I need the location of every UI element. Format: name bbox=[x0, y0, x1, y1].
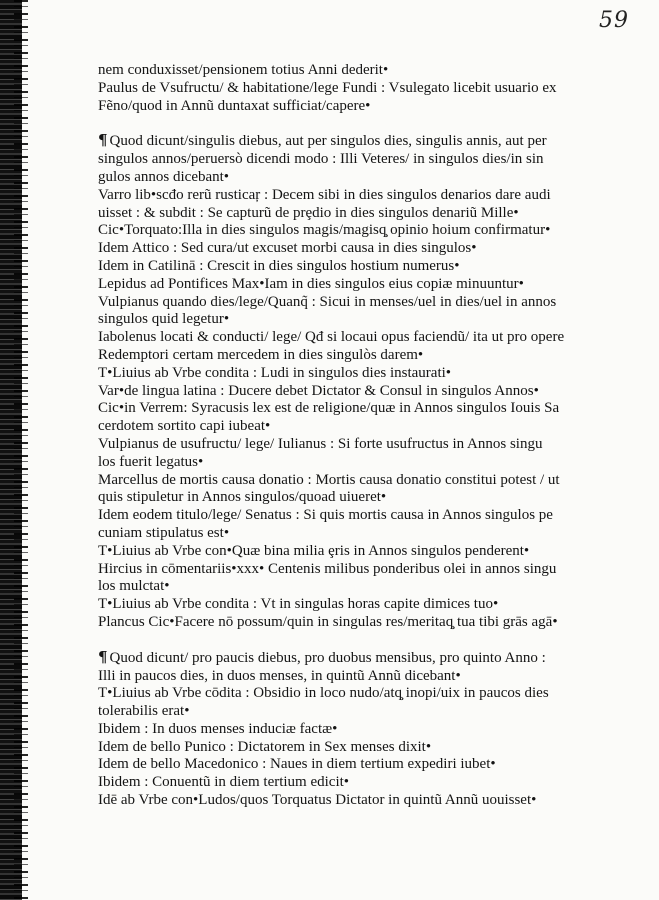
paragraph-3 bbox=[98, 649, 598, 810]
paragraph-1 bbox=[98, 62, 598, 115]
text-line: Illi in paucos dies, in duos menses, in quintũ Annũ dicebant• bbox=[98, 667, 461, 684]
text-line bbox=[98, 132, 598, 151]
text-line: Idem eodem titulo/lege/ Senatus : Si quis mortis causa in Annos singulos pe bbox=[98, 507, 553, 524]
text-line: quis stipuletur in Annos singulos/quoad uiueret• bbox=[98, 489, 387, 506]
text-line: cuniam stipulatus est• bbox=[98, 524, 230, 541]
text-line bbox=[98, 649, 598, 668]
text-line: Cic•Torquato:Illa in dies singulos magis/magisq̧ opinio hoium confirmatur• bbox=[98, 222, 551, 239]
text-line: Vulpianus de usufructu/ lege/ Iulianus : Si forte usufructus in Annos singu bbox=[98, 435, 543, 452]
text-line: Idem de bello Macedonico : Naues in diem tertium expediri iubet• bbox=[98, 756, 496, 773]
scan-border bbox=[0, 0, 22, 900]
text-line: T•Liuius ab Vrbe condita : Ludi in singulos dies instaurati• bbox=[98, 364, 452, 381]
text-line: singulos annos/peruersò dicendi modo : Illi Veteres/ in singulos dies/in sin bbox=[98, 151, 544, 168]
text-line: Idem in Catilinā : Crescit in dies singulos hostium numerus• bbox=[98, 257, 460, 274]
text-column bbox=[98, 62, 598, 810]
pilcrow-mark: ¶ bbox=[98, 132, 108, 150]
text-line: Fẽno/quod in Annũ duntaxat sufficiat/capere• bbox=[98, 97, 371, 114]
text-line: gulos annos dicebant• bbox=[98, 168, 230, 185]
text-line: Cic•in Verrem: Syracusis lex est de religione/quæ in Annos singulos Iouis Sa bbox=[98, 400, 560, 417]
text-line: Plancus Cic•Facere nō possum/quin in singulas res/meritaq̧ tua tibi grās agā• bbox=[98, 613, 558, 630]
text-line: nem conduxisset/pensionem totius Anni dederit• bbox=[98, 62, 389, 78]
text-line: cerdotem sortito capi iubeat• bbox=[98, 418, 271, 435]
text-line: Marcellus de mortis causa donatio : Mortis causa donatio constitui potest / ut bbox=[98, 471, 560, 488]
text-line: Vulpianus quando dies/lege/Quanq̃ : Sicui in menses/uel in dies/uel in annos bbox=[98, 293, 557, 310]
text-line: los mulctat• bbox=[98, 578, 170, 595]
folio-number: 59 bbox=[599, 8, 629, 33]
paragraph-gap bbox=[98, 632, 598, 649]
text-line: Redemptori certam mercedem in dies singulòs darem• bbox=[98, 346, 424, 363]
text-line: los fuerit legatus• bbox=[98, 453, 204, 470]
text-line: Idem Attico : Sed cura/ut excuset morbi causa in dies singulos• bbox=[98, 240, 477, 257]
text-line: Idem de bello Punico : Dictatorem in Sex menses dixit• bbox=[98, 738, 432, 755]
text-line: Hircius in cōmentariis•xxx• Centenis milibus ponderibus olei in annos singu bbox=[98, 560, 557, 577]
text-line: T•Liuius ab Vrbe con•Quæ bina milia ȩris in Annos singulos penderent• bbox=[98, 542, 530, 559]
text-line: Lepidus ad Pontifices Max•Iam in dies singulos eius copiæ minuuntur• bbox=[98, 275, 524, 292]
pilcrow-mark: ¶ bbox=[98, 648, 108, 666]
text-line-content: Quod dicunt/singulis diebus, aut per singulos dies, singulis annis, aut per bbox=[109, 133, 547, 150]
text-line: T•Liuius ab Vrbe cōdita : Obsidio in loco nudo/atq̧ inopi/uix in paucos dies bbox=[98, 685, 549, 702]
text-line: Ibidem : In duos menses induciæ factæ• bbox=[98, 720, 338, 737]
text-line: Paulus de Vsufructu/ & habitatione/lege Fundi : Vsulegato licebit usuario ex bbox=[98, 79, 557, 96]
paragraph-gap bbox=[98, 115, 598, 132]
text-line: Var•de lingua latina : Ducere debet Dictator & Consul in singulos Annos• bbox=[98, 382, 539, 399]
text-line: T•Liuius ab Vrbe condita : Vt in singulas horas capite dimices tuo• bbox=[98, 596, 499, 613]
text-line: uisset : & subdit : Se capturũ de prȩdio in dies singulos denariũ Mille• bbox=[98, 204, 519, 221]
text-line: tolerabilis erat• bbox=[98, 703, 190, 720]
text-line: Idē ab Vrbe con•Ludos/quos Torquatus Dictator in quintũ Annũ uouisset• bbox=[98, 792, 537, 809]
text-line: Ibidem : Conuentũ in diem tertium edicit• bbox=[98, 774, 350, 791]
text-line-content: Quod dicunt/ pro paucis diebus, pro duobus mensibus, pro quinto Anno : bbox=[109, 649, 546, 666]
text-line: singulos quid legetur• bbox=[98, 311, 230, 328]
text-line: Iabolenus locati & conducti/ lege/ Qđ si locaui opus faciendũ/ ita ut pro opere bbox=[98, 329, 565, 346]
paragraph-2 bbox=[98, 132, 598, 631]
text-line: Varro lib•scđo rerũ rusticaŗ : Decem sibi in dies singulos denarios dare audi bbox=[98, 186, 551, 203]
